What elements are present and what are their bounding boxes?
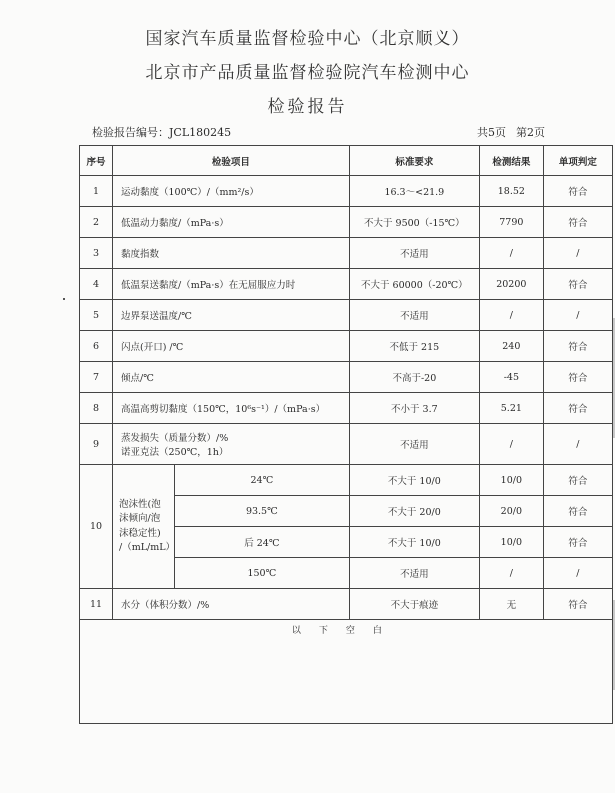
scan-speck <box>63 298 65 300</box>
page-info <box>467 124 545 140</box>
table-row <box>80 424 613 465</box>
row-requirement: 不适用 <box>349 424 479 465</box>
row-requirement: 不低于 215 <box>349 331 479 362</box>
row-requirement: 不适用 <box>349 558 479 589</box>
row-result: / <box>479 300 543 331</box>
row-requirement: 不大于 60000（-20℃） <box>349 269 479 300</box>
row-result: 无 <box>479 589 543 620</box>
row-verdict: / <box>543 558 612 589</box>
row-no: 8 <box>80 393 113 424</box>
row-item: 闪点(开口) /℃ <box>113 331 350 362</box>
report-number-value: JCL180245 <box>169 126 232 139</box>
row-requirement: 不小于 3.7 <box>349 393 479 424</box>
col-header-verdict: 单项判定 <box>543 146 612 176</box>
row-item: 高温高剪切黏度（150℃，10⁶s⁻¹）/（mPa·s） <box>113 393 350 424</box>
row-item-line: 蒸发损失（质量分数）/% <box>121 433 229 444</box>
row-result: 7790 <box>479 207 543 238</box>
row-item: 低温泵送黏度/（mPa·s）在无屈服应力时 <box>113 269 350 300</box>
table-header-row <box>80 146 613 176</box>
foam-label-line: 沫稳定性) <box>119 527 161 539</box>
row-requirement: 不大于 10/0 <box>349 527 479 558</box>
table-row <box>80 300 613 331</box>
foam-label-line: 沫倾向/泡 <box>119 513 161 525</box>
row-item: 运动黏度（100℃）/（mm²/s） <box>113 176 350 207</box>
row-item: 黏度指数 <box>113 238 350 269</box>
table-row <box>80 393 613 424</box>
row-requirement: 不大于 10/0 <box>349 465 479 496</box>
row-verdict: 符合 <box>543 176 612 207</box>
row-result: 10/0 <box>479 465 543 496</box>
foam-condition: 后 24℃ <box>174 527 349 558</box>
table-row <box>80 331 613 362</box>
row-item: 低温动力黏度/（mPa·s） <box>113 207 350 238</box>
row-verdict: / <box>543 238 612 269</box>
row-result: / <box>479 424 543 465</box>
blank-row <box>80 620 613 724</box>
row-no: 10 <box>80 465 113 589</box>
row-item <box>113 424 350 465</box>
table-row <box>80 238 613 269</box>
row-no: 2 <box>80 207 113 238</box>
row-requirement: 不适用 <box>349 300 479 331</box>
row-requirement: 不适用 <box>349 238 479 269</box>
col-header-no: 序号 <box>80 146 113 176</box>
row-no: 3 <box>80 238 113 269</box>
header-institution-1: 国家汽车质量监督检验中心（北京顺义） <box>145 29 470 49</box>
inspection-table <box>79 145 613 724</box>
foam-condition: 150℃ <box>174 558 349 589</box>
row-result: 18.52 <box>479 176 543 207</box>
end-of-table-note: 以下空白 <box>80 620 613 724</box>
table-row <box>80 362 613 393</box>
row-result: 20200 <box>479 269 543 300</box>
row-no: 4 <box>80 269 113 300</box>
row-no: 9 <box>80 424 113 465</box>
row-verdict: 符合 <box>543 393 612 424</box>
row-no: 6 <box>80 331 113 362</box>
row-item-line: 诺亚克法（250℃，1h） <box>121 447 229 458</box>
page-number: 第2页 <box>516 126 545 139</box>
row-requirement: 不大于 9500（-15℃） <box>349 207 479 238</box>
row-no: 1 <box>80 176 113 207</box>
row-verdict: 符合 <box>543 589 612 620</box>
row-result: 5.21 <box>479 393 543 424</box>
table-row <box>80 176 613 207</box>
row-verdict: 符合 <box>543 269 612 300</box>
row-requirement: 不大于 20/0 <box>349 496 479 527</box>
row-verdict: 符合 <box>543 527 612 558</box>
col-header-result: 检测结果 <box>479 146 543 176</box>
row-result: 10/0 <box>479 527 543 558</box>
row-no: 11 <box>80 589 113 620</box>
foam-label-line: 泡沫性(泡 <box>119 499 161 510</box>
row-verdict: 符合 <box>543 207 612 238</box>
row-result: 240 <box>479 331 543 362</box>
table-row <box>80 589 613 620</box>
row-verdict: 符合 <box>543 496 612 527</box>
row-requirement: 不高于-20 <box>349 362 479 393</box>
table-row <box>80 465 613 496</box>
row-item: 边界泵送温度/℃ <box>113 300 350 331</box>
report-number-label: 检验报告编号： <box>92 126 169 139</box>
table-row <box>80 269 613 300</box>
row-item: 水分（体积分数）/% <box>113 589 350 620</box>
row-no: 5 <box>80 300 113 331</box>
foam-label-line: /（mL/mL） <box>119 541 176 553</box>
row-verdict: / <box>543 300 612 331</box>
row-requirement: 不大于痕迹 <box>349 589 479 620</box>
foam-label <box>113 465 175 589</box>
row-result: 20/0 <box>479 496 543 527</box>
row-item: 倾点/℃ <box>113 362 350 393</box>
table-row <box>80 207 613 238</box>
col-header-requirement: 标准要求 <box>349 146 479 176</box>
row-no: 7 <box>80 362 113 393</box>
row-verdict: / <box>543 424 612 465</box>
foam-condition: 93.5℃ <box>174 496 349 527</box>
row-result: / <box>479 238 543 269</box>
header-institution-2: 北京市产品质量监督检验院汽车检测中心 <box>145 63 470 83</box>
row-result: -45 <box>479 362 543 393</box>
row-verdict: 符合 <box>543 465 612 496</box>
report-title: 检验报告 <box>267 97 348 117</box>
row-verdict: 符合 <box>543 331 612 362</box>
foam-condition: 24℃ <box>174 465 349 496</box>
row-verdict: 符合 <box>543 362 612 393</box>
col-header-item: 检验项目 <box>113 146 350 176</box>
total-pages: 共5页 <box>477 126 506 139</box>
row-result: / <box>479 558 543 589</box>
report-number <box>92 124 231 140</box>
row-requirement: 16.3～<21.9 <box>349 176 479 207</box>
